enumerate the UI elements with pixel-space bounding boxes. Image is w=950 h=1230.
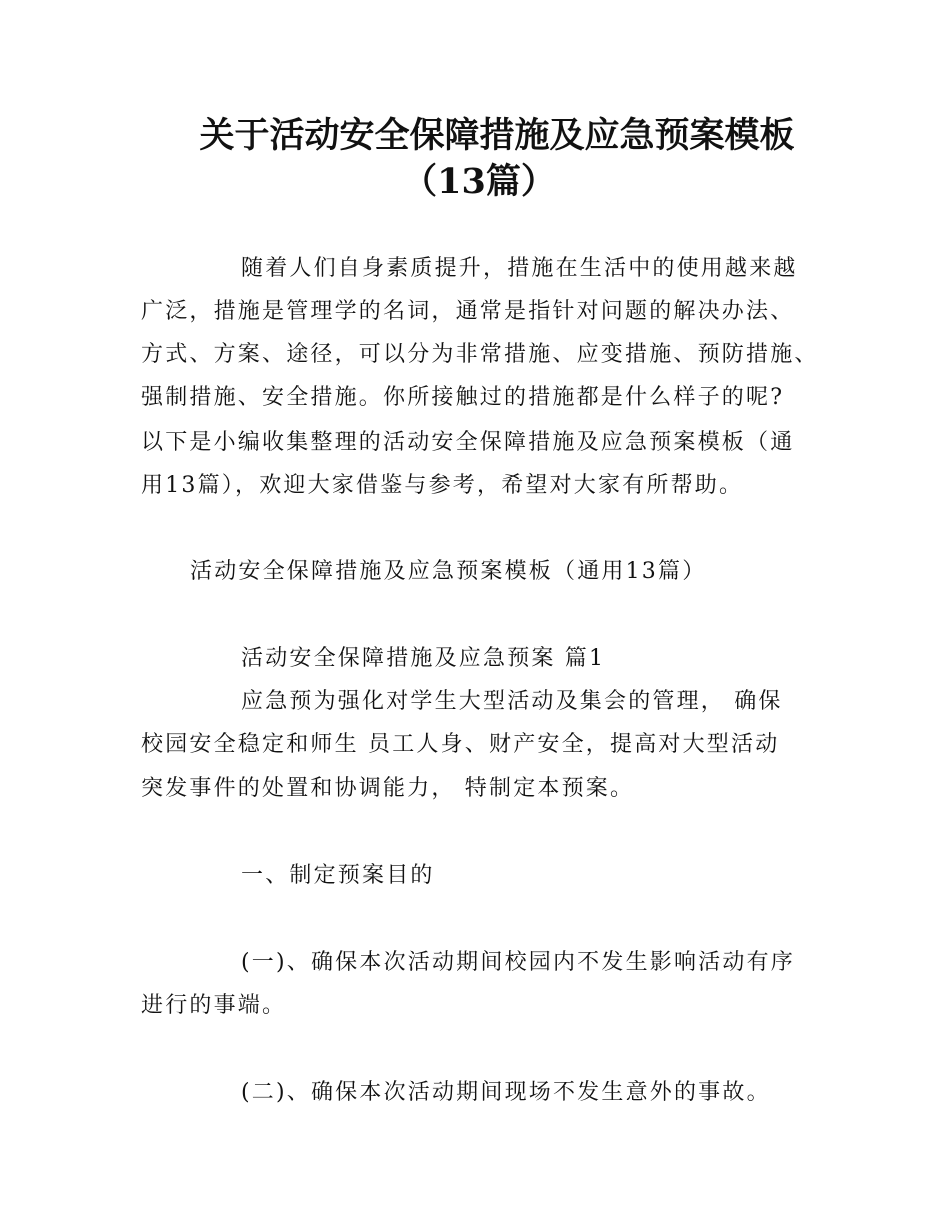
- intro-line: 广泛，措施是管理学的名词，通常是指针对问题的解决办法、: [141, 299, 795, 324]
- document-title: 关于活动安全保障措施及应急预案模板: [199, 115, 795, 156]
- item-line: (一)、确保本次活动期间校园内不发生影响活动有序: [241, 950, 795, 975]
- intro-line: 强制措施、安全措施。你所接触过的措施都是什么样子的呢?: [141, 385, 785, 410]
- intro-line: 用13篇），欢迎大家借鉴与参考，希望对大家有所帮助。: [141, 473, 744, 498]
- document-title-count: （13篇）: [402, 161, 556, 202]
- section-line: 突发事件的处置和协调能力， 特制定本预案。: [141, 776, 635, 801]
- intro-line: 方式、方案、途径，可以分为非常措施、应变措施、预防措施、: [141, 342, 819, 367]
- section-line: 应急预为强化对学生大型活动及集会的管理， 确保: [241, 689, 783, 714]
- section-line: 校园安全稳定和师生 员工人身、财产安全，提高对大型活动: [141, 732, 780, 757]
- item-heading: 一、制定预案目的: [241, 863, 435, 888]
- item-line: 进行的事端。: [141, 993, 287, 1018]
- section-heading: 活动安全保障措施及应急预案 篇1: [241, 646, 606, 671]
- intro-line: 以下是小编收集整理的活动安全保障措施及应急预案模板（通: [141, 430, 795, 455]
- collection-heading: 活动安全保障措施及应急预案模板（通用13篇）: [190, 559, 707, 584]
- item-line: (二)、确保本次活动期间现场不发生意外的事故。: [241, 1080, 771, 1105]
- intro-line: 随着人们自身素质提升，措施在生活中的使用越来越: [241, 256, 798, 281]
